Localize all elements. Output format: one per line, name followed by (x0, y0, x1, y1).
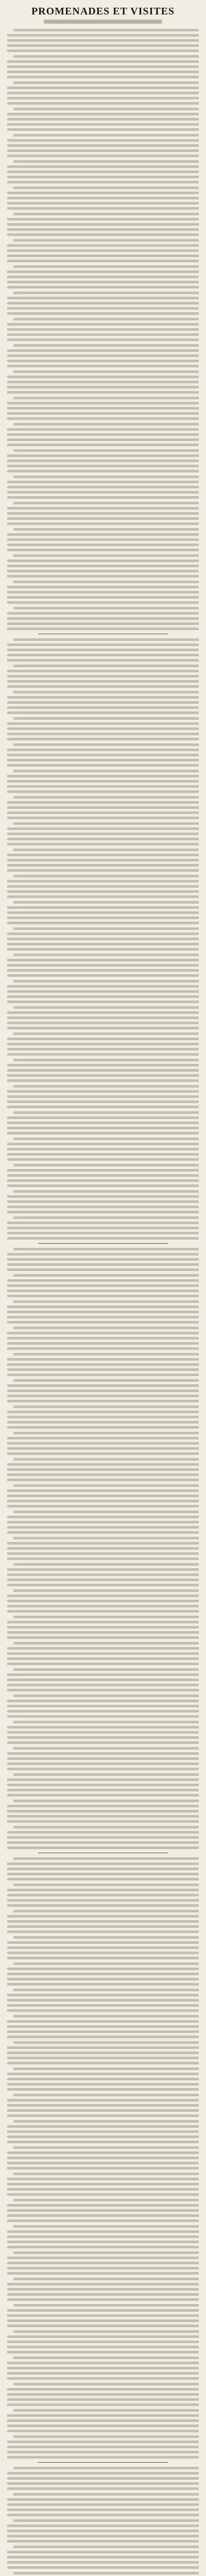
article-paragraph (7, 239, 199, 263)
article-paragraph (7, 108, 199, 131)
article-paragraph (7, 1826, 199, 1850)
article-paragraph (7, 1248, 199, 1272)
article-paragraph (7, 1589, 199, 1613)
article-paragraph (7, 423, 199, 447)
article-paragraph (7, 1006, 199, 1030)
article-paragraph (7, 1353, 199, 1377)
article-paragraph (7, 502, 199, 526)
article-paragraph (7, 1962, 199, 1986)
article-paragraph (7, 1484, 199, 1508)
article-paragraph (7, 1059, 199, 1082)
article-paragraph (7, 2225, 199, 2249)
article-paragraph (7, 1563, 199, 1587)
article-paragraph (7, 2330, 199, 2354)
article-paragraph (7, 607, 199, 631)
article-paragraph (7, 1884, 199, 1907)
article-paragraph (7, 160, 199, 184)
article-paragraph (7, 1379, 199, 1403)
article-paragraph (7, 1111, 199, 1135)
article-paragraph (7, 2546, 199, 2569)
article-paragraph (7, 2251, 199, 2275)
article-paragraph (7, 1190, 199, 1214)
article-paragraph (7, 2067, 199, 2091)
article-paragraph (7, 2493, 199, 2517)
article-paragraph (7, 2467, 199, 2490)
article-paragraph (7, 980, 199, 1004)
article-paragraph (7, 927, 199, 951)
article-paragraph (7, 901, 199, 925)
article-paragraph (7, 1216, 199, 1240)
article-paragraph (7, 2572, 199, 2576)
article-paragraph (7, 1773, 199, 1797)
article-paragraph (7, 665, 199, 688)
article-paragraph (7, 2357, 199, 2380)
section-divider (38, 2462, 168, 2463)
article-body (7, 29, 199, 2576)
article-paragraph (7, 2146, 199, 2170)
article-paragraph (7, 265, 199, 289)
article-paragraph (7, 318, 199, 342)
article-paragraph (7, 1032, 199, 1056)
article-paragraph (7, 1857, 199, 1881)
article-paragraph (7, 1989, 199, 2012)
article-paragraph (7, 1138, 199, 1161)
article-paragraph (7, 2094, 199, 2117)
article-paragraph (7, 2120, 199, 2144)
article-paragraph (7, 796, 199, 820)
article-paragraph (7, 770, 199, 793)
article-paragraph (7, 1085, 199, 1109)
article-paragraph (7, 134, 199, 158)
article-paragraph (7, 2304, 199, 2328)
article-paragraph (7, 476, 199, 499)
article-paragraph (7, 1616, 199, 1639)
article-paragraph (7, 1642, 199, 1666)
article-paragraph (7, 581, 199, 604)
article-paragraph (7, 1721, 199, 1744)
article-paragraph (7, 743, 199, 767)
article-paragraph (7, 55, 199, 79)
section-divider (38, 1243, 168, 1244)
article-paragraph (7, 1300, 199, 1324)
article-paragraph (7, 1327, 199, 1350)
article-paragraph (7, 554, 199, 578)
article-paragraph (7, 638, 199, 662)
article-paragraph (7, 1405, 199, 1429)
article-paragraph (7, 1537, 199, 1561)
article-paragraph (7, 1432, 199, 1455)
article-paragraph (7, 344, 199, 368)
article-paragraph (7, 2519, 199, 2543)
article-paragraph (7, 449, 199, 473)
article-paragraph (7, 2383, 199, 2406)
article-paragraph (7, 29, 199, 53)
article-paragraph (7, 1458, 199, 1482)
article-paragraph (7, 954, 199, 977)
article-paragraph (7, 691, 199, 715)
article-paragraph (7, 1668, 199, 1692)
article-paragraph (7, 822, 199, 846)
article-paragraph (7, 2015, 199, 2039)
article-paragraph (7, 1511, 199, 1534)
article-paragraph (7, 370, 199, 394)
article-paragraph (7, 2278, 199, 2301)
article-paragraph (7, 2435, 199, 2459)
article-paragraph (7, 2199, 199, 2223)
article-paragraph (7, 717, 199, 741)
article-paragraph (7, 213, 199, 236)
article-paragraph (7, 1694, 199, 1718)
article-paragraph (7, 1910, 199, 1934)
article-paragraph (7, 2409, 199, 2433)
article-paragraph (7, 187, 199, 210)
article-paragraph (7, 849, 199, 872)
article-paragraph (7, 1747, 199, 1771)
article-paragraph (7, 875, 199, 899)
article-title: PROMENADES ET VISITES (31, 6, 175, 17)
article-paragraph (7, 292, 199, 315)
article-paragraph (7, 2041, 199, 2065)
article-paragraph (7, 1274, 199, 1298)
article-paragraph (7, 1164, 199, 1188)
article-paragraph (7, 397, 199, 420)
article-paragraph (7, 1936, 199, 1960)
article-paragraph (7, 81, 199, 105)
article-paragraph (7, 1800, 199, 1823)
article-paragraph (7, 2173, 199, 2196)
article-subtitle (44, 20, 162, 24)
article-paragraph (7, 528, 199, 552)
